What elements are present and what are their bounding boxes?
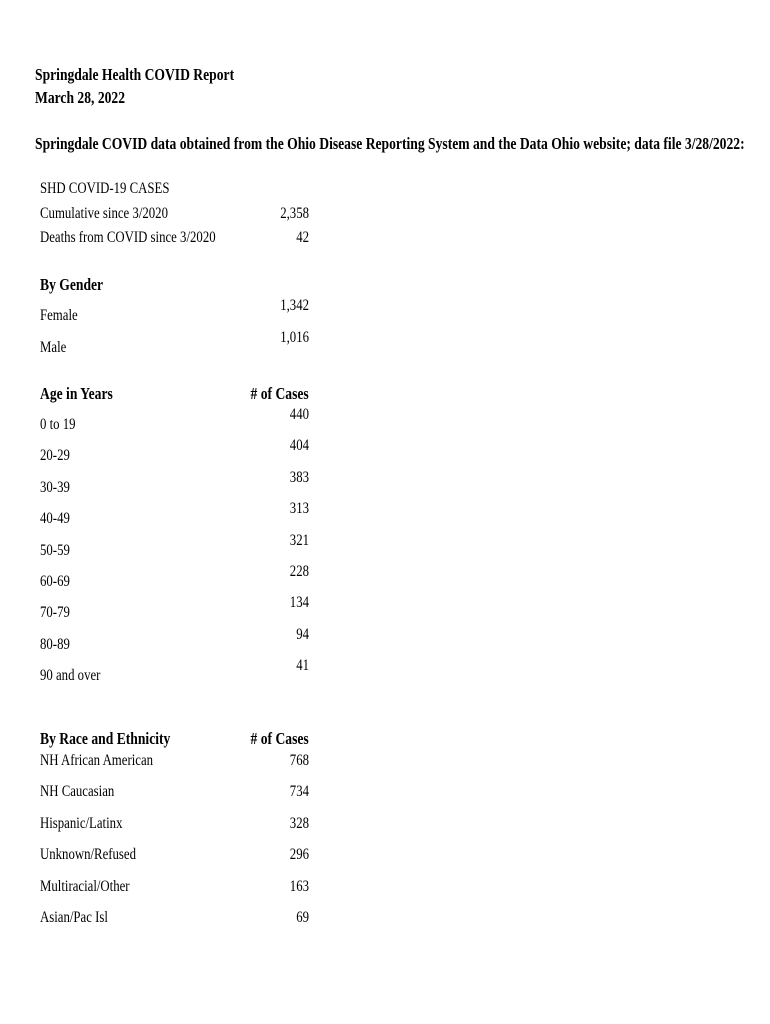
age-row-value: 404: [289, 437, 309, 455]
race-row-value: 328: [289, 814, 309, 832]
age-row-value: 440: [289, 406, 309, 423]
age-row-label: 30-39: [40, 478, 70, 496]
report-title: Springdale Health COVID Report: [35, 65, 235, 84]
age-row-label: 80-89: [40, 635, 70, 653]
age-col-header: # of Cases: [250, 384, 309, 403]
race-col-header: # of Cases: [250, 729, 309, 748]
source-note: Springdale COVID data obtained from the Ohio Disease Reporting System and the Data Ohio website; data file 3/28/2022:: [35, 134, 745, 153]
race-row-value: 734: [289, 783, 309, 801]
age-row-label: 0 to 19: [40, 416, 76, 433]
race-row-value: 768: [289, 752, 309, 769]
gender-heading: By Gender: [40, 275, 104, 294]
gender-row-label: Male: [40, 339, 67, 356]
race-row-value: 163: [289, 877, 309, 895]
age-row-value: 94: [296, 625, 309, 643]
report-date: March 28, 2022: [35, 88, 126, 107]
summary-label: SHD COVID-19 CASES: [40, 180, 170, 197]
race-row-label: Hispanic/Latinx: [40, 814, 123, 832]
age-row-label: 40-49: [40, 510, 70, 528]
summary-row-value: 42: [296, 229, 309, 246]
summary-row-label: Deaths from COVID since 3/2020: [40, 229, 216, 246]
summary-row-label: Cumulative since 3/2020: [40, 205, 168, 222]
age-heading: Age in Years: [40, 384, 113, 403]
race-row-label: Asian/Pac Isl: [40, 909, 108, 926]
summary-row-value: 2,358: [280, 205, 309, 222]
gender-row-value: 1,016: [280, 329, 309, 346]
race-row-label: NH African American: [40, 752, 154, 769]
age-row-value: 41: [296, 657, 309, 675]
age-row-label: 60-69: [40, 573, 70, 590]
race-heading: By Race and Ethnicity: [40, 729, 171, 748]
age-row-value: 228: [289, 563, 309, 580]
age-row-label: 70-79: [40, 604, 70, 622]
age-row-value: 134: [289, 594, 309, 612]
age-row-value: 383: [289, 468, 309, 486]
age-row-label: 50-59: [40, 541, 70, 559]
race-row-value: 296: [289, 846, 309, 864]
gender-row-value: 1,342: [280, 297, 309, 314]
age-row-value: 321: [289, 531, 309, 549]
race-row-label: Unknown/Refused: [40, 846, 136, 864]
age-row-value: 313: [289, 500, 309, 518]
age-row-label: 20-29: [40, 447, 70, 465]
gender-row-label: Female: [40, 307, 78, 324]
race-row-value: 69: [296, 909, 309, 926]
race-row-label: NH Caucasian: [40, 783, 115, 801]
race-row-label: Multiracial/Other: [40, 877, 130, 895]
age-row-label: 90 and over: [40, 667, 101, 685]
